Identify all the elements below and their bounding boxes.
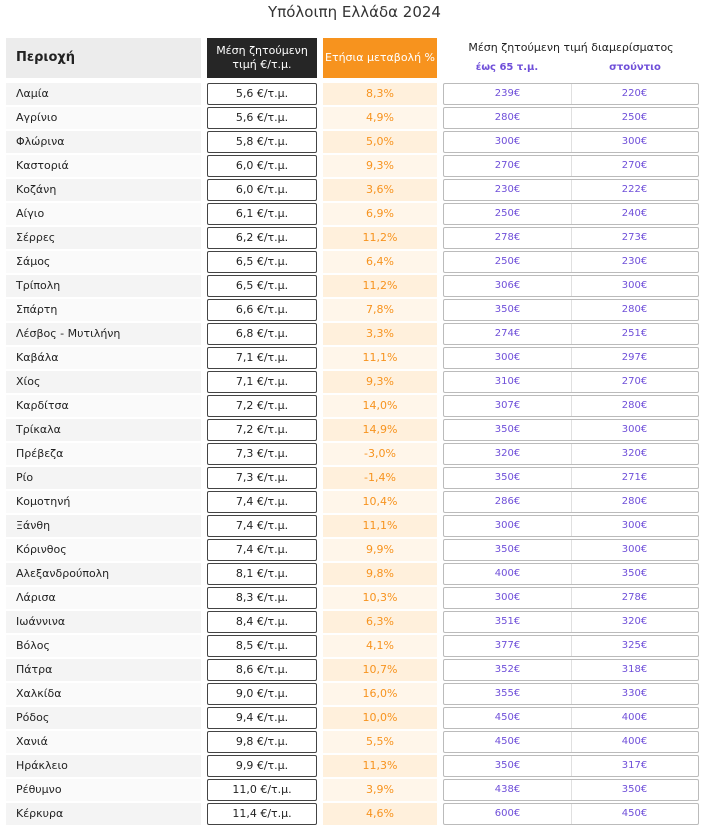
small-apartment-price: 350€ bbox=[444, 540, 572, 560]
region-cell: Αίγιο bbox=[6, 203, 201, 225]
studio-price: 250€ bbox=[621, 112, 648, 123]
price-cell: 6,5 €/τ.μ. bbox=[207, 251, 317, 273]
table-row bbox=[0, 562, 709, 586]
table-row bbox=[0, 658, 709, 682]
small-apartment-price: 280€ bbox=[444, 108, 572, 128]
apartment-price-box bbox=[443, 275, 699, 297]
price-cell: 11,0 €/τ.μ. bbox=[207, 779, 317, 801]
apartment-price-box bbox=[443, 515, 699, 537]
price-cell: 6,0 €/τ.μ. bbox=[207, 155, 317, 177]
change-cell: 14,0% bbox=[323, 395, 437, 417]
studio-price: 325€ bbox=[621, 640, 648, 651]
region-cell: Καβάλα bbox=[6, 347, 201, 369]
price-cell: 9,9 €/τ.μ. bbox=[207, 755, 317, 777]
table-row bbox=[0, 538, 709, 562]
region-cell: Τρίκαλα bbox=[6, 419, 201, 441]
change-cell: 4,1% bbox=[323, 635, 437, 657]
small-apartment-price: 320€ bbox=[444, 444, 572, 464]
small-apartment-price: 250€ bbox=[444, 252, 572, 272]
price-cell: 8,3 €/τ.μ. bbox=[207, 587, 317, 609]
region-cell: Χανιά bbox=[6, 731, 201, 753]
studio-price: 300€ bbox=[621, 544, 648, 555]
studio-price: 317€ bbox=[621, 760, 648, 771]
studio-price: 220€ bbox=[621, 88, 648, 99]
table-row bbox=[0, 226, 709, 250]
table-row bbox=[0, 706, 709, 730]
small-apartment-price: 400€ bbox=[444, 564, 572, 584]
small-apartment-price: 350€ bbox=[444, 300, 572, 320]
studio-price: 300€ bbox=[621, 136, 648, 147]
table-row bbox=[0, 586, 709, 610]
price-cell: 7,3 €/τ.μ. bbox=[207, 467, 317, 489]
table-row bbox=[0, 250, 709, 274]
apartment-price-box bbox=[443, 155, 699, 177]
change-cell: -1,4% bbox=[323, 467, 437, 489]
studio-price: 240€ bbox=[621, 208, 648, 219]
apartment-price-box bbox=[443, 563, 699, 585]
table-row bbox=[0, 802, 709, 826]
apartment-price-box bbox=[443, 755, 699, 777]
change-cell: 11,2% bbox=[323, 227, 437, 249]
table-row bbox=[0, 394, 709, 418]
apartment-price-box bbox=[443, 227, 699, 249]
apartment-price-box bbox=[443, 107, 699, 129]
small-apartment-price: 300€ bbox=[444, 516, 572, 536]
studio-price: 318€ bbox=[621, 664, 648, 675]
header-price: Μέση ζητούμενη τιμή €/τ.μ. bbox=[207, 38, 317, 78]
change-cell: 10,7% bbox=[323, 659, 437, 681]
apartment-price-box bbox=[443, 491, 699, 513]
apartment-price-box bbox=[443, 779, 699, 801]
studio-price: 278€ bbox=[621, 592, 648, 603]
table-row bbox=[0, 730, 709, 754]
region-cell: Κομοτηνή bbox=[6, 491, 201, 513]
region-cell: Ρίο bbox=[6, 467, 201, 489]
region-cell: Τρίπολη bbox=[6, 275, 201, 297]
change-cell: 10,0% bbox=[323, 707, 437, 729]
studio-price: 230€ bbox=[621, 256, 648, 267]
table-row bbox=[0, 370, 709, 394]
table-row bbox=[0, 202, 709, 226]
table-row bbox=[0, 466, 709, 490]
header-apartment-price: Μέση ζητούμενη τιμή διαμερίσματος bbox=[468, 41, 674, 54]
region-cell: Λέσβος - Μυτιλήνη bbox=[6, 323, 201, 345]
small-apartment-price: 307€ bbox=[444, 396, 572, 416]
price-cell: 6,1 €/τ.μ. bbox=[207, 203, 317, 225]
region-cell: Κέρκυρα bbox=[6, 803, 201, 825]
region-cell: Κόρινθος bbox=[6, 539, 201, 561]
apartment-price-box bbox=[443, 347, 699, 369]
change-cell: 6,4% bbox=[323, 251, 437, 273]
table-row bbox=[0, 754, 709, 778]
apartment-price-box bbox=[443, 443, 699, 465]
small-apartment-price: 438€ bbox=[444, 780, 572, 800]
apartment-price-box bbox=[443, 803, 699, 825]
header-sub-studio: στούντιο bbox=[609, 62, 661, 73]
region-cell: Σέρρες bbox=[6, 227, 201, 249]
header-region: Περιοχή bbox=[6, 38, 201, 78]
small-apartment-price: 230€ bbox=[444, 180, 572, 200]
region-cell: Ρέθυμνο bbox=[6, 779, 201, 801]
small-apartment-price: 450€ bbox=[444, 708, 572, 728]
region-cell: Πάτρα bbox=[6, 659, 201, 681]
studio-price: 350€ bbox=[621, 568, 648, 579]
header-annual-change: Ετήσια μεταβολή % bbox=[323, 38, 437, 78]
change-cell: 11,1% bbox=[323, 515, 437, 537]
price-cell: 6,8 €/τ.μ. bbox=[207, 323, 317, 345]
price-cell: 5,8 €/τ.μ. bbox=[207, 131, 317, 153]
change-cell: 10,4% bbox=[323, 491, 437, 513]
apartment-price-box bbox=[443, 419, 699, 441]
price-cell: 5,6 €/τ.μ. bbox=[207, 83, 317, 105]
table-row bbox=[0, 514, 709, 538]
region-cell: Αλεξανδρούπολη bbox=[6, 563, 201, 585]
price-cell: 6,2 €/τ.μ. bbox=[207, 227, 317, 249]
table-row bbox=[0, 298, 709, 322]
region-cell: Χαλκίδα bbox=[6, 683, 201, 705]
region-cell: Ηράκλειο bbox=[6, 755, 201, 777]
region-cell: Αγρίνιο bbox=[6, 107, 201, 129]
apartment-price-box bbox=[443, 467, 699, 489]
change-cell: 16,0% bbox=[323, 683, 437, 705]
change-cell: -3,0% bbox=[323, 443, 437, 465]
table-row bbox=[0, 178, 709, 202]
studio-price: 280€ bbox=[621, 400, 648, 411]
studio-price: 320€ bbox=[621, 448, 648, 459]
studio-price: 300€ bbox=[621, 520, 648, 531]
table-row bbox=[0, 634, 709, 658]
region-cell: Λάρισα bbox=[6, 587, 201, 609]
apartment-price-box bbox=[443, 83, 699, 105]
region-cell: Κοζάνη bbox=[6, 179, 201, 201]
change-cell: 3,9% bbox=[323, 779, 437, 801]
region-cell: Καρδίτσα bbox=[6, 395, 201, 417]
table-row bbox=[0, 490, 709, 514]
change-cell: 9,8% bbox=[323, 563, 437, 585]
price-cell: 6,0 €/τ.μ. bbox=[207, 179, 317, 201]
region-cell: Χίος bbox=[6, 371, 201, 393]
apartment-price-box bbox=[443, 659, 699, 681]
price-cell: 7,2 €/τ.μ. bbox=[207, 419, 317, 441]
apartment-price-box bbox=[443, 539, 699, 561]
price-cell: 11,4 €/τ.μ. bbox=[207, 803, 317, 825]
small-apartment-price: 274€ bbox=[444, 324, 572, 344]
price-cell: 7,4 €/τ.μ. bbox=[207, 539, 317, 561]
apartment-price-box bbox=[443, 131, 699, 153]
price-cell: 7,2 €/τ.μ. bbox=[207, 395, 317, 417]
small-apartment-price: 306€ bbox=[444, 276, 572, 296]
table-row bbox=[0, 106, 709, 130]
price-cell: 8,1 €/τ.μ. bbox=[207, 563, 317, 585]
table-row bbox=[0, 130, 709, 154]
region-cell: Ξάνθη bbox=[6, 515, 201, 537]
small-apartment-price: 300€ bbox=[444, 348, 572, 368]
studio-price: 270€ bbox=[621, 160, 648, 171]
apartment-price-box bbox=[443, 683, 699, 705]
change-cell: 3,6% bbox=[323, 179, 437, 201]
small-apartment-price: 270€ bbox=[444, 156, 572, 176]
change-cell: 4,6% bbox=[323, 803, 437, 825]
small-apartment-price: 600€ bbox=[444, 804, 572, 824]
small-apartment-price: 355€ bbox=[444, 684, 572, 704]
apartment-price-box bbox=[443, 371, 699, 393]
small-apartment-price: 350€ bbox=[444, 468, 572, 488]
apartment-price-box bbox=[443, 587, 699, 609]
change-cell: 5,5% bbox=[323, 731, 437, 753]
change-cell: 8,3% bbox=[323, 83, 437, 105]
small-apartment-price: 300€ bbox=[444, 588, 572, 608]
region-cell: Φλώρινα bbox=[6, 131, 201, 153]
studio-price: 450€ bbox=[621, 808, 648, 819]
apartment-price-box bbox=[443, 323, 699, 345]
studio-price: 400€ bbox=[621, 736, 648, 747]
change-cell: 3,3% bbox=[323, 323, 437, 345]
change-cell: 6,9% bbox=[323, 203, 437, 225]
apartment-price-box bbox=[443, 251, 699, 273]
price-cell: 9,4 €/τ.μ. bbox=[207, 707, 317, 729]
page-title: Υπόλοιπη Ελλάδα 2024 bbox=[268, 3, 441, 21]
table-row bbox=[0, 442, 709, 466]
small-apartment-price: 450€ bbox=[444, 732, 572, 752]
studio-price: 273€ bbox=[621, 232, 648, 243]
apartment-price-box bbox=[443, 299, 699, 321]
price-cell: 6,5 €/τ.μ. bbox=[207, 275, 317, 297]
region-cell: Λαμία bbox=[6, 83, 201, 105]
studio-price: 297€ bbox=[621, 352, 648, 363]
apartment-price-box bbox=[443, 179, 699, 201]
price-cell: 6,6 €/τ.μ. bbox=[207, 299, 317, 321]
studio-price: 280€ bbox=[621, 496, 648, 507]
small-apartment-price: 239€ bbox=[444, 84, 572, 104]
small-apartment-price: 350€ bbox=[444, 756, 572, 776]
table-row bbox=[0, 82, 709, 106]
price-cell: 7,1 €/τ.μ. bbox=[207, 347, 317, 369]
region-cell: Ρόδος bbox=[6, 707, 201, 729]
studio-price: 300€ bbox=[621, 280, 648, 291]
table-row bbox=[0, 154, 709, 178]
table-row bbox=[0, 346, 709, 370]
small-apartment-price: 350€ bbox=[444, 420, 572, 440]
price-cell: 7,4 €/τ.μ. bbox=[207, 515, 317, 537]
table-row bbox=[0, 274, 709, 298]
apartment-price-box bbox=[443, 611, 699, 633]
price-cell: 7,1 €/τ.μ. bbox=[207, 371, 317, 393]
apartment-price-box bbox=[443, 395, 699, 417]
small-apartment-price: 310€ bbox=[444, 372, 572, 392]
small-apartment-price: 250€ bbox=[444, 204, 572, 224]
price-cell: 9,0 €/τ.μ. bbox=[207, 683, 317, 705]
region-cell: Καστοριά bbox=[6, 155, 201, 177]
change-cell: 11,2% bbox=[323, 275, 437, 297]
studio-price: 222€ bbox=[621, 184, 648, 195]
apartment-price-box bbox=[443, 635, 699, 657]
small-apartment-price: 377€ bbox=[444, 636, 572, 656]
region-cell: Σπάρτη bbox=[6, 299, 201, 321]
studio-price: 330€ bbox=[621, 688, 648, 699]
price-cell: 7,4 €/τ.μ. bbox=[207, 491, 317, 513]
apartment-price-box bbox=[443, 707, 699, 729]
studio-price: 350€ bbox=[621, 784, 648, 795]
price-cell: 5,6 €/τ.μ. bbox=[207, 107, 317, 129]
apartment-price-box bbox=[443, 203, 699, 225]
change-cell: 6,3% bbox=[323, 611, 437, 633]
table-row bbox=[0, 610, 709, 634]
change-cell: 4,9% bbox=[323, 107, 437, 129]
studio-price: 280€ bbox=[621, 304, 648, 315]
region-cell: Ιωάννινα bbox=[6, 611, 201, 633]
change-cell: 14,9% bbox=[323, 419, 437, 441]
change-cell: 9,9% bbox=[323, 539, 437, 561]
price-cell: 8,5 €/τ.μ. bbox=[207, 635, 317, 657]
small-apartment-price: 286€ bbox=[444, 492, 572, 512]
table-row bbox=[0, 682, 709, 706]
change-cell: 5,0% bbox=[323, 131, 437, 153]
table-row bbox=[0, 418, 709, 442]
small-apartment-price: 300€ bbox=[444, 132, 572, 152]
studio-price: 400€ bbox=[621, 712, 648, 723]
region-cell: Σάμος bbox=[6, 251, 201, 273]
region-cell: Βόλος bbox=[6, 635, 201, 657]
change-cell: 9,3% bbox=[323, 155, 437, 177]
small-apartment-price: 351€ bbox=[444, 612, 572, 632]
studio-price: 300€ bbox=[621, 424, 648, 435]
change-cell: 10,3% bbox=[323, 587, 437, 609]
header-sub-small: έως 65 τ.μ. bbox=[475, 62, 539, 73]
studio-price: 271€ bbox=[621, 472, 648, 483]
small-apartment-price: 352€ bbox=[444, 660, 572, 680]
price-cell: 8,4 €/τ.μ. bbox=[207, 611, 317, 633]
table-row bbox=[0, 778, 709, 802]
table-body bbox=[0, 82, 709, 826]
studio-price: 270€ bbox=[621, 376, 648, 387]
table-row bbox=[0, 322, 709, 346]
change-cell: 7,8% bbox=[323, 299, 437, 321]
apartment-price-box bbox=[443, 731, 699, 753]
change-cell: 11,3% bbox=[323, 755, 437, 777]
studio-price: 251€ bbox=[621, 328, 648, 339]
change-cell: 9,3% bbox=[323, 371, 437, 393]
price-cell: 8,6 €/τ.μ. bbox=[207, 659, 317, 681]
small-apartment-price: 278€ bbox=[444, 228, 572, 248]
change-cell: 11,1% bbox=[323, 347, 437, 369]
studio-price: 320€ bbox=[621, 616, 648, 627]
price-cell: 7,3 €/τ.μ. bbox=[207, 443, 317, 465]
price-cell: 9,8 €/τ.μ. bbox=[207, 731, 317, 753]
region-cell: Πρέβεζα bbox=[6, 443, 201, 465]
